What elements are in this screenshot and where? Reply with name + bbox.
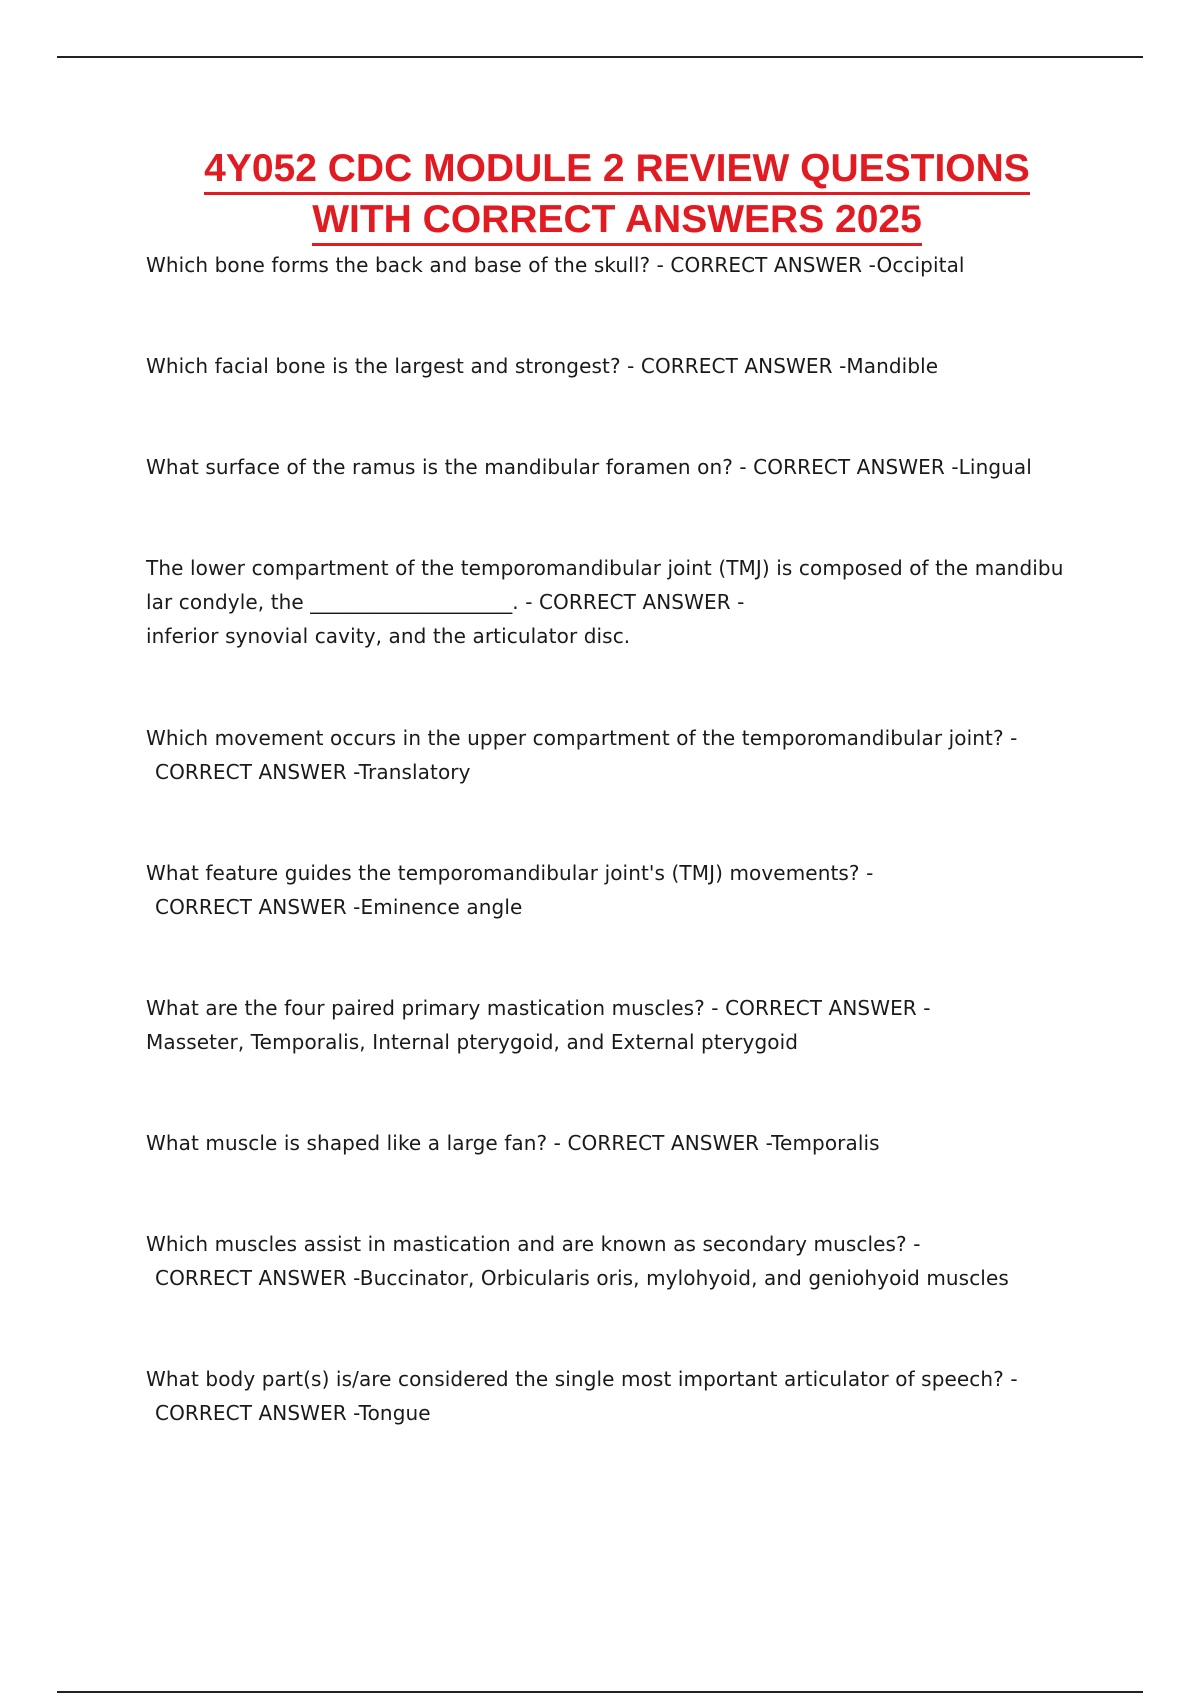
top-rule xyxy=(57,56,1143,58)
qa-item-3 xyxy=(146,450,1086,484)
qa-line: What feature guides the temporomandibular joint's (TMJ) movements? - xyxy=(146,861,874,885)
qa-line: What are the four paired primary mastication muscles? - CORRECT ANSWER - xyxy=(146,996,931,1020)
qa-line: What body part(s) is/are considered the single most important articulator of speech? - xyxy=(146,1367,1018,1391)
qa-line: inferior synovial cavity, and the articulator disc. xyxy=(146,624,631,648)
qa-item-8 xyxy=(146,1126,1086,1160)
qa-item-7 xyxy=(146,991,1086,1059)
qa-line: The lower compartment of the temporomandibular joint (TMJ) is composed of the mandibu xyxy=(146,556,1064,580)
qa-line: What surface of the ramus is the mandibular foramen on? - CORRECT ANSWER -Lingual xyxy=(146,455,1032,479)
qa-item-10 xyxy=(146,1362,1086,1430)
qa-item-9 xyxy=(146,1227,1086,1295)
qa-line: Which facial bone is the largest and strongest? - CORRECT ANSWER -Mandible xyxy=(146,354,939,378)
qa-line: CORRECT ANSWER -Tongue xyxy=(155,1401,431,1425)
qa-line: What muscle is shaped like a large fan? - CORRECT ANSWER -Temporalis xyxy=(146,1131,880,1155)
qa-item-2 xyxy=(146,349,1086,383)
document-title xyxy=(146,144,1088,246)
qa-line: CORRECT ANSWER -Buccinator, Orbicularis oris, mylohyoid, and geniohyoid muscles xyxy=(155,1266,1009,1290)
bottom-rule xyxy=(57,1691,1143,1693)
title-line-1: 4Y052 CDC MODULE 2 REVIEW QUESTIONS xyxy=(204,146,1030,195)
qa-line: CORRECT ANSWER -Translatory xyxy=(155,760,471,784)
qa-item-6 xyxy=(146,856,1086,924)
qa-item-4 xyxy=(146,551,1086,653)
title-line-2: WITH CORRECT ANSWERS 2025 xyxy=(312,197,922,246)
qa-line: Which bone forms the back and base of the skull? - CORRECT ANSWER -Occipital xyxy=(146,253,965,277)
qa-line: Which movement occurs in the upper compartment of the temporomandibular joint? - xyxy=(146,726,1018,750)
qa-item-1 xyxy=(146,248,1086,282)
qa-line: Masseter, Temporalis, Internal pterygoid, and External pterygoid xyxy=(146,1030,799,1054)
qa-item-5 xyxy=(146,721,1086,789)
qa-line: lar condyle, the ____________________. - CORRECT ANSWER - xyxy=(146,590,745,614)
qa-line: Which muscles assist in mastication and are known as secondary muscles? - xyxy=(146,1232,921,1256)
qa-line: CORRECT ANSWER -Eminence angle xyxy=(155,895,523,919)
